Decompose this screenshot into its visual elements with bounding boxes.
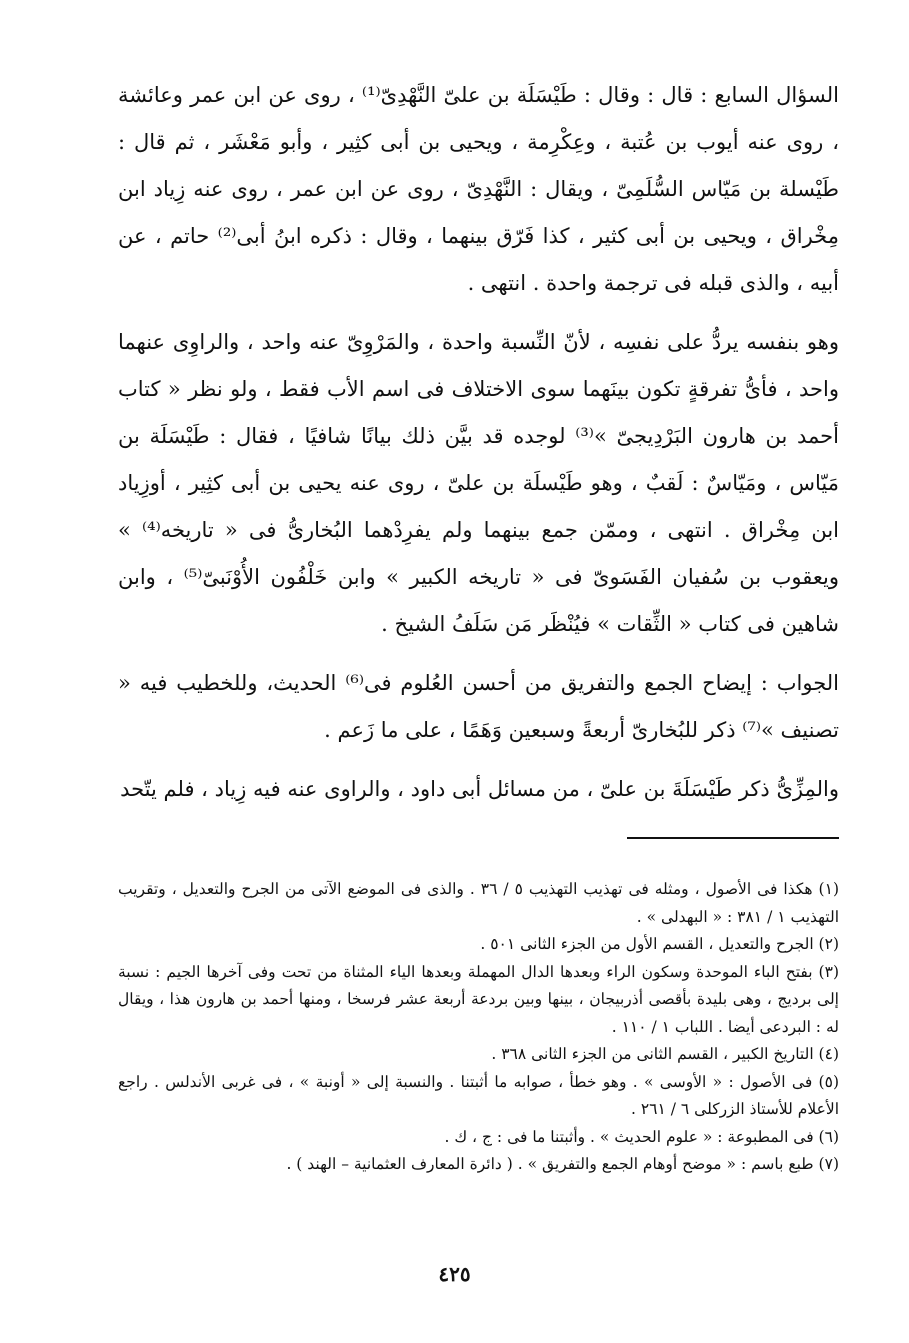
paragraph-answer: الجواب : إيضاح الجمع والتفريق من أحسن العُلوم فى⁽⁶⁾ الحديث، وللخطيب فيه « تصنيف »⁽⁷⁾ ذكر للبُخارىّ أربعةً وسبعين وَهَمًا ، على ما زَعم . — [118, 671, 839, 742]
paragraph-question-seven: السؤال السابع : قال : وقال : طَيْسَلَة بن علىّ النَّهْدِىّ⁽¹⁾ ، روى عن ابن عمر وعائشة ، روى عنه أيوب بن عُتبة ، وعِكْرِمة ، ويحيى بن أبى كثِير ، وأبو مَعْشَر ، ثم قال : طَيْسلة بن مَيّاس السُّلَمِىّ ، ويقال : النَّهْدِىّ ، روى عن ابن عمر ، روى عنه زِياد ابن مِخْراق ، ويحيى بن أبى كثير ، كذا فَرّق بينهما ، وقال : ذكره ابنُ أبى⁽²⁾ حاتم ، عن أبيه ، والذى قبله فى ترجمة واحدة . انتهى . — [118, 83, 840, 295]
footnote-4: (٤) التاريخ الكبير ، القسم الثانى من الجزء الثانى ٣٦٨ . — [491, 1045, 839, 1063]
main-text — [118, 72, 839, 825]
footnote-1: (١) هكذا فى الأصول ، ومثله فى تهذيب التهذيب ٥ / ٣٦ . والذى فى الموضع الآتى من الجرح والتعديل ، وتقريب التهذيب ١ / ٣٨١ : « البهدلى » . — [118, 880, 839, 926]
paragraph-mizzi: والمِزِّىُّ ذكر طَيْسَلَةَ بن علىّ ، من مسائل أبى داود ، والراوى عنه فيه زِياد ، فلم يتّحد — [120, 777, 839, 801]
footnote-5: (٥) فى الأصول : « الأوسى » . وهو خطأ ، صوابه ما أثبتنا . والنسبة إلى « أونبة » ، فى غربى الأندلس . راجع الأعلام للأستاذ الزركلى ٦ / ٢٦١ . — [118, 1072, 839, 1118]
footnotes — [118, 876, 839, 1179]
page-number: ٤٢٥ — [438, 1262, 471, 1286]
footnote-3: (٣) بفتح الباء الموحدة وسكون الراء وبعدها الدال المهملة وبعدها الياء المثناة من تحت وفى آخرها الجيم : نسبة إلى برديج ، وهى بليدة بأقصى أذربيجان ، بينها وبين بردعة أربعة عشر فرسخا ، ومنها أحمد بن هارون هذا ، ويقال له : البردعى أيضا . اللباب ١ / ١١٠ . — [118, 962, 839, 1036]
footnote-2: (٢) الجرح والتعديل ، القسم الأول من الجزء الثانى ٥٠١ . — [480, 935, 839, 953]
footnote-7: (٧) طبع باسم : « موضح أوهام الجمع والتفريق » . ( دائرة المعارف العثمانية – الهند ) . — [286, 1155, 839, 1173]
footnote-6: (٦) فى المطبوعة : « علوم الحديث » . وأثبتنا ما فى : ج ، ك . — [444, 1127, 839, 1146]
footnote-divider — [627, 837, 839, 839]
paragraph-rebuttal: وهو بنفسه يردُّ على نفسِه ، لأنّ النِّسبة واحدة ، والمَرْوِىّ عنه واحد ، والراوِى عنهما واحد ، فأىُّ تفرقةٍ تكون بينَهما سوى الاختلاف فى اسم الأب فقط ، ولو نظر « كتاب أحمد بن هارون البَرْدِيجىّ »⁽³⁾ لوجده قد بيَّن ذلك بيانًا شافيًا ، فقال : طَيْسَلَة بن مَيّاس ، ومَيّاسٌ : لَقبٌ ، وهو طَيْسلَة بن علىّ ، روى عنه يحيى بن أبى كثِير ، أوزِياد ابن مِخْراق . انتهى ، وممّن جمع بينهما ولم يفرِدْهما البُخارىُّ فى « تاريخه⁽⁴⁾ » ويعقوب بن سُفيان الفَسَوىّ فى « تاريخه الكبير » وابن خَلْفُون الأُوْنَبىّ⁽⁵⁾ ، وابن شاهين فى كتاب « الثِّقات » فيُنْظَر مَن سَلَفُ الشيخ . — [118, 330, 840, 636]
